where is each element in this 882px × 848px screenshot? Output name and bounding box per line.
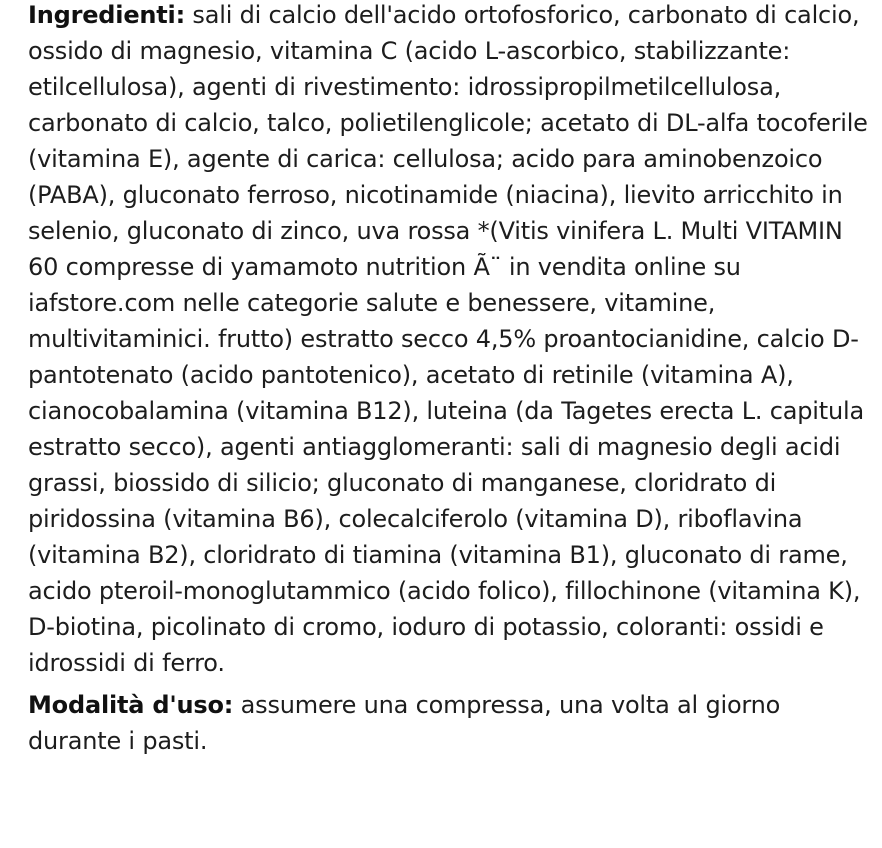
usage-paragraph (28, 687, 868, 759)
ingredients-label: Ingredienti: (28, 1, 185, 29)
usage-text: assumere una compressa, una volta al giorno durante i pasti. (28, 691, 781, 755)
product-description (28, 0, 868, 759)
usage-label: Modalità d'uso: (28, 691, 234, 719)
ingredients-paragraph (28, 0, 868, 681)
ingredients-text: sali di calcio dell'acido ortofosforico, carbonato di calcio, ossido di magnesio, vitamina C (acido L-ascorbico, stabilizzante: etilcellulosa), agenti di rivestimento: idrossipropilmetilcellulosa, carbonato di calcio, talco, polietilenglicole; acetato di DL-alfa tocoferile (vitamina E), agente di carica: cellulosa; acido para aminobenzoico (PABA), gluconato ferroso, nicotinamide (niacina), lievito arricchito in selenio, gluconato di zinco, uva rossa *(Vitis vinifera L. Multi VITAMIN 60 compresse di yamamoto nutrition Ã¨ in vendita online su iafstore.com nelle categorie salute e benessere, vitamine, multivitaminici. frutto) estratto secco 4,5% proantocianidine, calcio D-pantotenato (acido pantotenico), acetato di retinile (vitamina A), cianocobalamina (vitamina B12), luteina (da Tagetes erecta L. capitula estratto secco), agenti antiagglomeranti: sali di magnesio degli acidi grassi, biossido di silicio; gluconato di manganese, cloridrato di piridossina (vitamina B6), colecalciferolo (vitamina D), riboflavina (vitamina B2), cloridrato di tiamina (vitamina B1), gluconato di rame, acido pteroil-monoglutammico (acido folico), fillochinone (vitamina K), D-biotina, picolinato di cromo, ioduro di potassio, coloranti: ossidi e idrossidi di ferro. (28, 1, 868, 677)
